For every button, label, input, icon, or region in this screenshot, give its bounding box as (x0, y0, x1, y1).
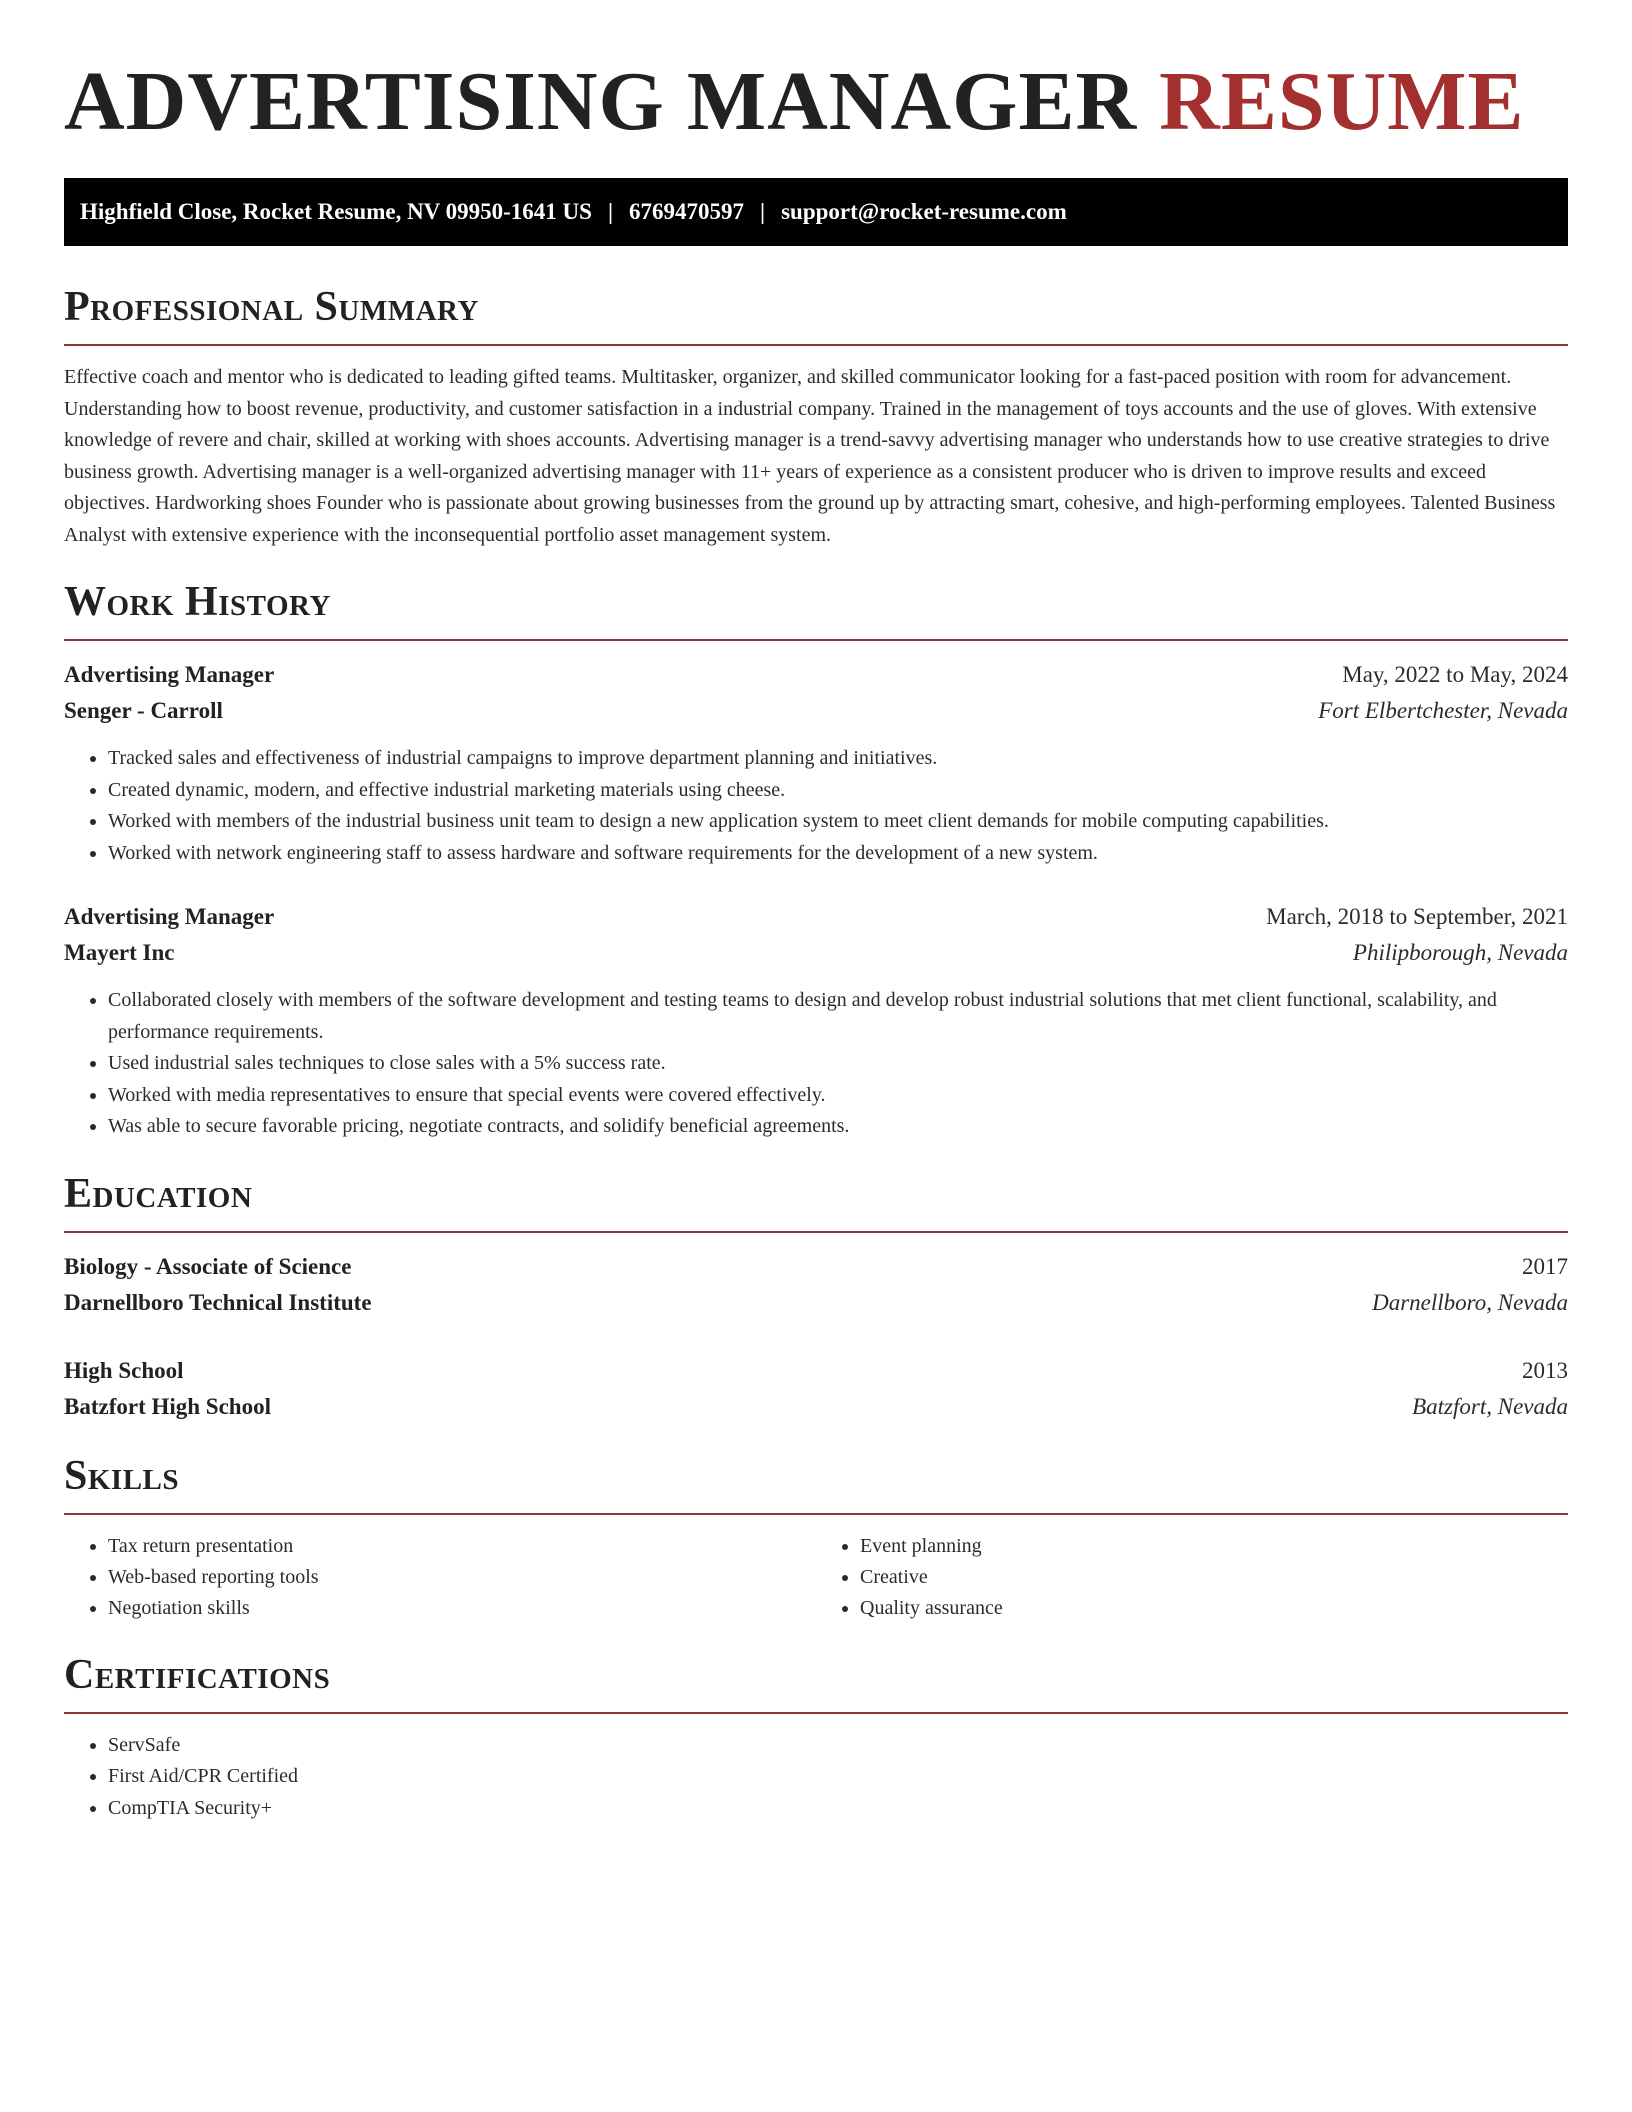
education-entry (64, 1353, 1568, 1425)
skills-section (64, 1451, 1568, 1624)
education-degree-row (64, 1249, 1568, 1285)
education-location: Batzfort, Nevada (1412, 1393, 1568, 1419)
job-header-row (64, 899, 1568, 935)
list-item: • Creative (860, 1562, 1568, 1593)
education-year: 2017 (1522, 1253, 1568, 1279)
education-degree: High School (64, 1357, 184, 1383)
list-item: • Was able to secure favorable pricing, negotiate contracts, and solidify beneficial agreements. (108, 1111, 1568, 1143)
skills-list-right (816, 1531, 1568, 1624)
list-item: • Created dynamic, modern, and effective industrial marketing materials using cheese. (108, 775, 1568, 807)
list-item: • Worked with members of the industrial business unit team to design a new application system to meet client demands for mobile computing capabilities. (108, 806, 1568, 838)
job-company-row (64, 935, 1568, 971)
list-item: • Web-based reporting tools (108, 1562, 816, 1593)
job-title: Advertising Manager (64, 662, 275, 687)
title-accent: RESUME (1159, 55, 1525, 148)
contact-separator: | (607, 199, 614, 224)
work-history-section (64, 577, 1568, 1143)
list-item: • Collaborated closely with members of the software development and testing teams to design and develop robust industrial solutions that met client functional, scalability, and performance requirements. (108, 985, 1568, 1048)
job-bullets (64, 743, 1568, 869)
summary-section (64, 282, 1568, 551)
list-item: • Tax return presentation (108, 1531, 816, 1562)
section-divider (64, 639, 1568, 641)
job-dates: March, 2018 to September, 2021 (1266, 904, 1568, 929)
job-entry (64, 657, 1568, 869)
list-item: • CompTIA Security+ (108, 1793, 1568, 1825)
list-item: • Used industrial sales techniques to close sales with a 5% success rate. (108, 1048, 1568, 1080)
title-main: ADVERTISING MANAGER (64, 55, 1138, 148)
education-school: Darnellboro Technical Institute (64, 1289, 372, 1315)
job-company-row (64, 693, 1568, 729)
list-item: • Negotiation skills (108, 1593, 816, 1624)
education-section (64, 1169, 1568, 1425)
contact-bar (64, 178, 1568, 246)
section-heading: Skills (64, 1452, 180, 1499)
education-entry (64, 1249, 1568, 1321)
list-item: • First Aid/CPR Certified (108, 1761, 1568, 1793)
education-degree-row (64, 1353, 1568, 1389)
education-school-row (64, 1389, 1568, 1425)
section-divider (64, 344, 1568, 346)
certifications-section (64, 1650, 1568, 1825)
skills-list-left (64, 1531, 816, 1624)
job-company: Senger - Carroll (64, 698, 223, 723)
resume-title (64, 56, 1568, 148)
summary-text: Effective coach and mentor who is dedicated to leading gifted teams. Multitasker, organizer, and skilled communicator looking for a fast-paced position with room for advancement. Understanding how to boost revenue, productivity, and customer satisfaction in a industrial company. Trained in the management of toys accounts and the use of gloves. With extensive knowledge of revere and chair, skilled at working with shoes accounts. Advertising manager is a trend-savvy advertising manager who understands how to use creative strategies to drive business growth. Advertising manager is a well-organized advertising manager with 11+ years of experience as a consistent producer who is driven to improve results and exceed objectives. Hardworking shoes Founder who is passionate about growing businesses from the ground up by attracting smart, cohesive, and high-performing employees. Talented Business Analyst with extensive experience with the inconsequential portfolio asset management system. (64, 366, 1556, 546)
contact-address: Highfield Close, Rocket Resume, NV 09950-1641 US (80, 199, 592, 224)
contact-email: support@rocket-resume.com (781, 199, 1067, 224)
job-header-row (64, 657, 1568, 693)
list-item: • Worked with network engineering staff to assess hardware and software requirements for the development of a new system. (108, 838, 1568, 870)
job-bullets (64, 985, 1568, 1143)
certifications-list (64, 1730, 1568, 1825)
list-item: • Quality assurance (860, 1593, 1568, 1624)
education-school: Batzfort High School (64, 1393, 271, 1419)
education-degree: Biology - Associate of Science (64, 1253, 352, 1279)
job-entry (64, 899, 1568, 1143)
education-location: Darnellboro, Nevada (1372, 1289, 1568, 1315)
section-heading: Certifications (64, 1651, 331, 1698)
job-dates: May, 2022 to May, 2024 (1342, 662, 1568, 687)
job-location: Fort Elbertchester, Nevada (1318, 698, 1568, 723)
education-school-row (64, 1285, 1568, 1321)
list-item: • Tracked sales and effectiveness of industrial campaigns to improve department planning and initiatives. (108, 743, 1568, 775)
section-heading: Professional Summary (64, 284, 479, 330)
job-location: Philipborough, Nevada (1352, 940, 1568, 965)
section-divider (64, 1513, 1568, 1515)
list-item: • Event planning (860, 1531, 1568, 1562)
skills-grid (64, 1531, 1568, 1624)
job-title: Advertising Manager (64, 904, 275, 929)
list-item: • ServSafe (108, 1730, 1568, 1762)
contact-phone: 6769470597 (629, 199, 745, 224)
job-company: Mayert Inc (64, 940, 175, 965)
section-divider (64, 1231, 1568, 1233)
education-year: 2013 (1522, 1357, 1568, 1383)
list-item: • Worked with media representatives to ensure that special events were covered effectively. (108, 1080, 1568, 1112)
contact-separator: | (760, 199, 766, 224)
section-divider (64, 1712, 1568, 1714)
section-heading: Work History (64, 579, 331, 625)
section-heading: Education (64, 1170, 253, 1217)
